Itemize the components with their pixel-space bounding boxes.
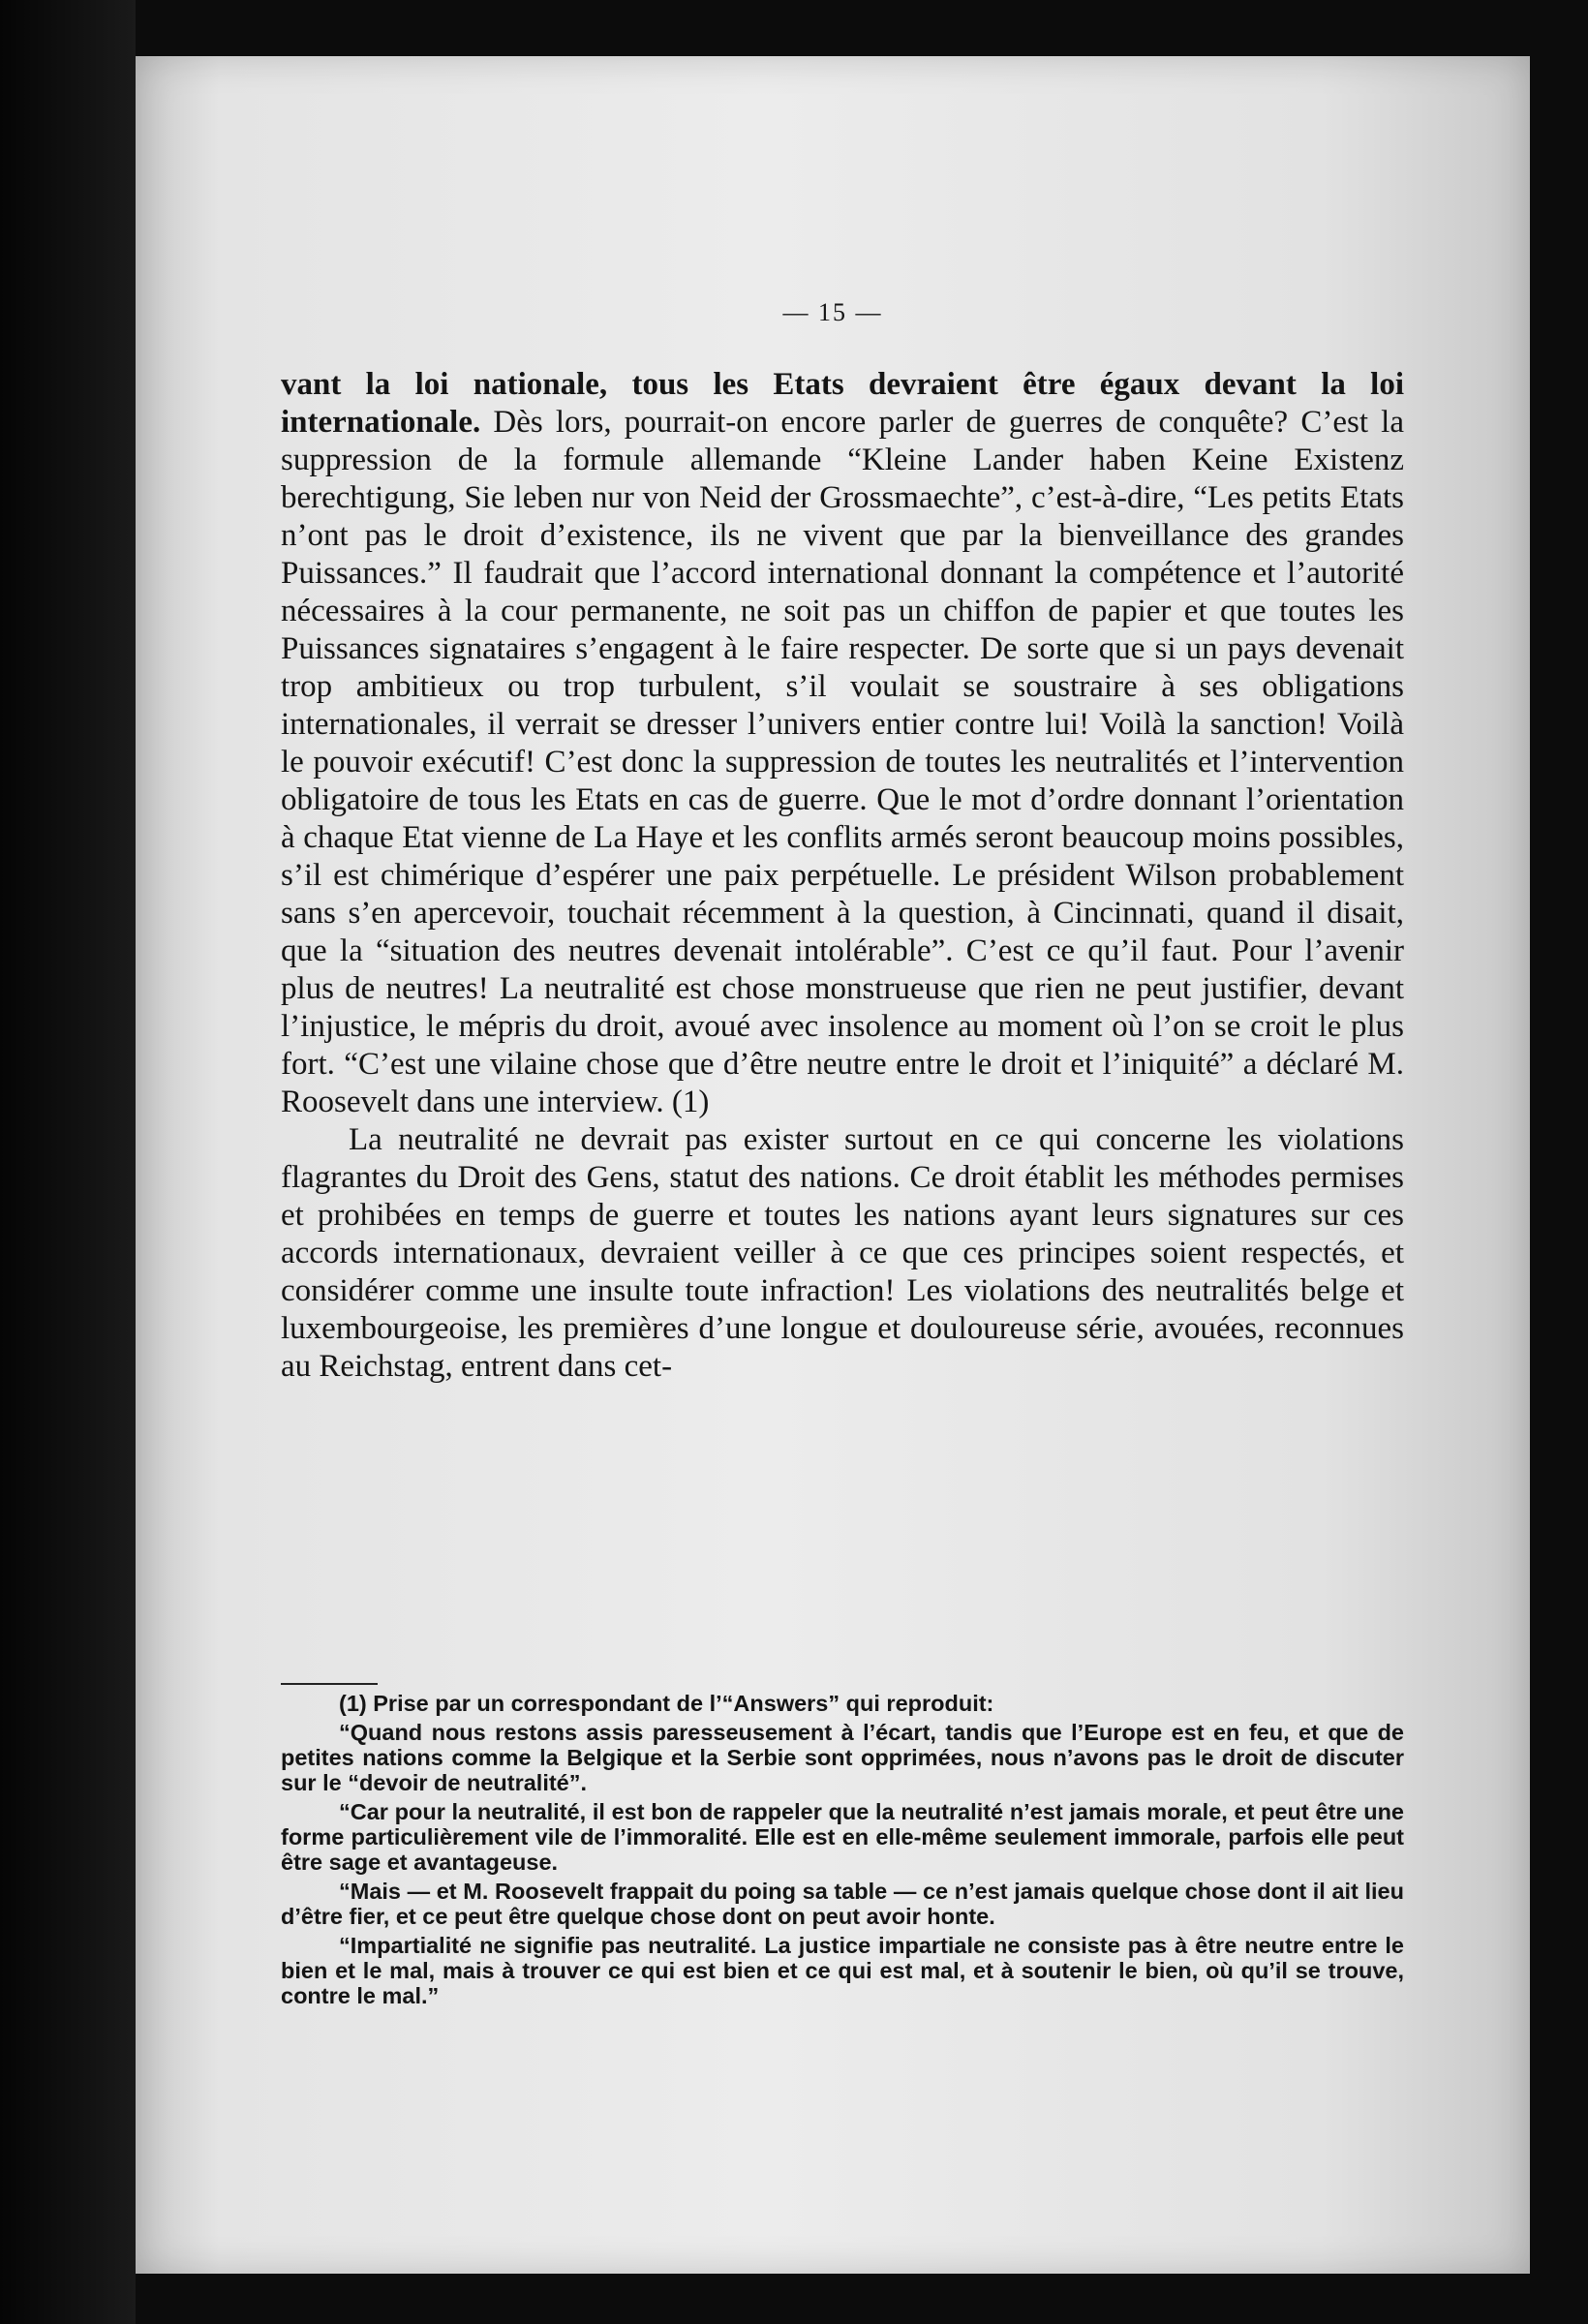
paragraph-2: La neutralité ne devrait pas exister surtout en ce qui concerne les violations flagrantes du Droit des Gens, statut des nations. Ce droit établit les méthodes permises et prohibées en temps de guerre et toutes les nations ayant leurs signatures sur ces accords internationaux, devraient veiller à ce que ces principes soient respectés, et considérer comme une insulte toute infraction! Les violations des neutralités belge et luxembourgeoise, les premières d’une longue et douloureuse série, avouées, reconnues au Reichstag, entrent dans cet-	[281, 1122, 1404, 1384]
footnote-separator	[281, 1683, 378, 1685]
book-page	[136, 56, 1530, 2274]
paragraph-1-bold-lead: vant la loi nationale, tous les Etats devraient être égaux devant la loi internationale.	[281, 367, 1404, 440]
scan-left-border	[0, 0, 136, 2324]
paragraph-1	[281, 366, 1404, 1121]
page-number: — 15 —	[782, 298, 883, 326]
footnote-line: “Impartialité ne signifie pas neutralité. La justice impartiale ne consiste pas à être neutre entre le bien et le mal, mais à trouver ce qui est bien et ce qui est mal, et à soutenir le bien, où qu’il se trouve, contre le mal.”	[281, 1933, 1404, 2008]
footnote-line: “Mais — et M. Roosevelt frappait du poing sa table — ce n’est jamais quelque chose dont il ait lieu d’être fier, et ce peut être quelque chose dont on peut avoir honte.	[281, 1879, 1404, 1929]
footnote-line: “Quand nous restons assis paresseusement à l’écart, tandis que l’Europe est en feu, et que de petites nations comme la Belgique et la Serbie sont opprimées, nous n’avons pas le droit de discuter sur le “devoir de neutralité”.	[281, 1720, 1404, 1795]
main-text	[281, 366, 1404, 1386]
footnotes	[281, 1691, 1404, 2008]
paragraph-1-rest: Dès lors, pourrait-on encore parler de guerres de conquête? C’est la suppression de la formule allemande “Kleine Lander haben Keine Existenz berechtigung, Sie leben nur von Neid der Grossmaechte”, c’est-à-dire, “Les petits Etats n’ont pas le droit d’existence, ils ne vivent que par la bienveillance des grandes Puissances.” Il faudrait que l’accord international donnant la compétence et l’autorité nécessaires à la cour permanente, ne soit pas un chiffon de papier et que toutes les Puissances signataires s’engagent à le faire respecter. De sorte que si un pays devenait trop ambitieux ou trop turbulent, s’il voulait se soustraire à ses obligations internationales, il verrait se dresser l’univers entier contre lui! Voilà la sanction! Voilà le pouvoir exécutif! C’est donc la suppression de toutes les neutralités et l’intervention obligatoire de tous les Etats en cas de guerre. Que le mot d’ordre donnant l’orientation à chaque Etat vienne de La Haye et les conflits armés seront beaucoup moins possibles, s’il est chimérique d’espérer une paix perpétuelle. Le président Wilson probablement sans s’en apercevoir, touchait récemment à la question, à Cincinnati, quand il disait, que la “situation des neutres devenait intolérable”. C’est ce qu’il faut. Pour l’avenir plus de neutres! La neutralité est chose monstrueuse que rien ne peut justifier, devant l’injustice, le mépris du droit, avoué avec insolence au moment où l’on se croit le plus fort. “C’est une vilaine chose que d’être neutre entre le droit et l’iniquité” a déclaré M. Roosevelt dans une interview. (1)	[281, 405, 1404, 1119]
footnote-line: “Car pour la neutralité, il est bon de rappeler que la neutralité n’est jamais morale, et peut être une forme particulièrement vile de l’immoralité. Elle est en elle-même seulement immorale, parfois elle peut être sage et avantageuse.	[281, 1799, 1404, 1875]
footnote-line: (1) Prise par un correspondant de l’“Answers” qui reproduit:	[339, 1691, 994, 1716]
